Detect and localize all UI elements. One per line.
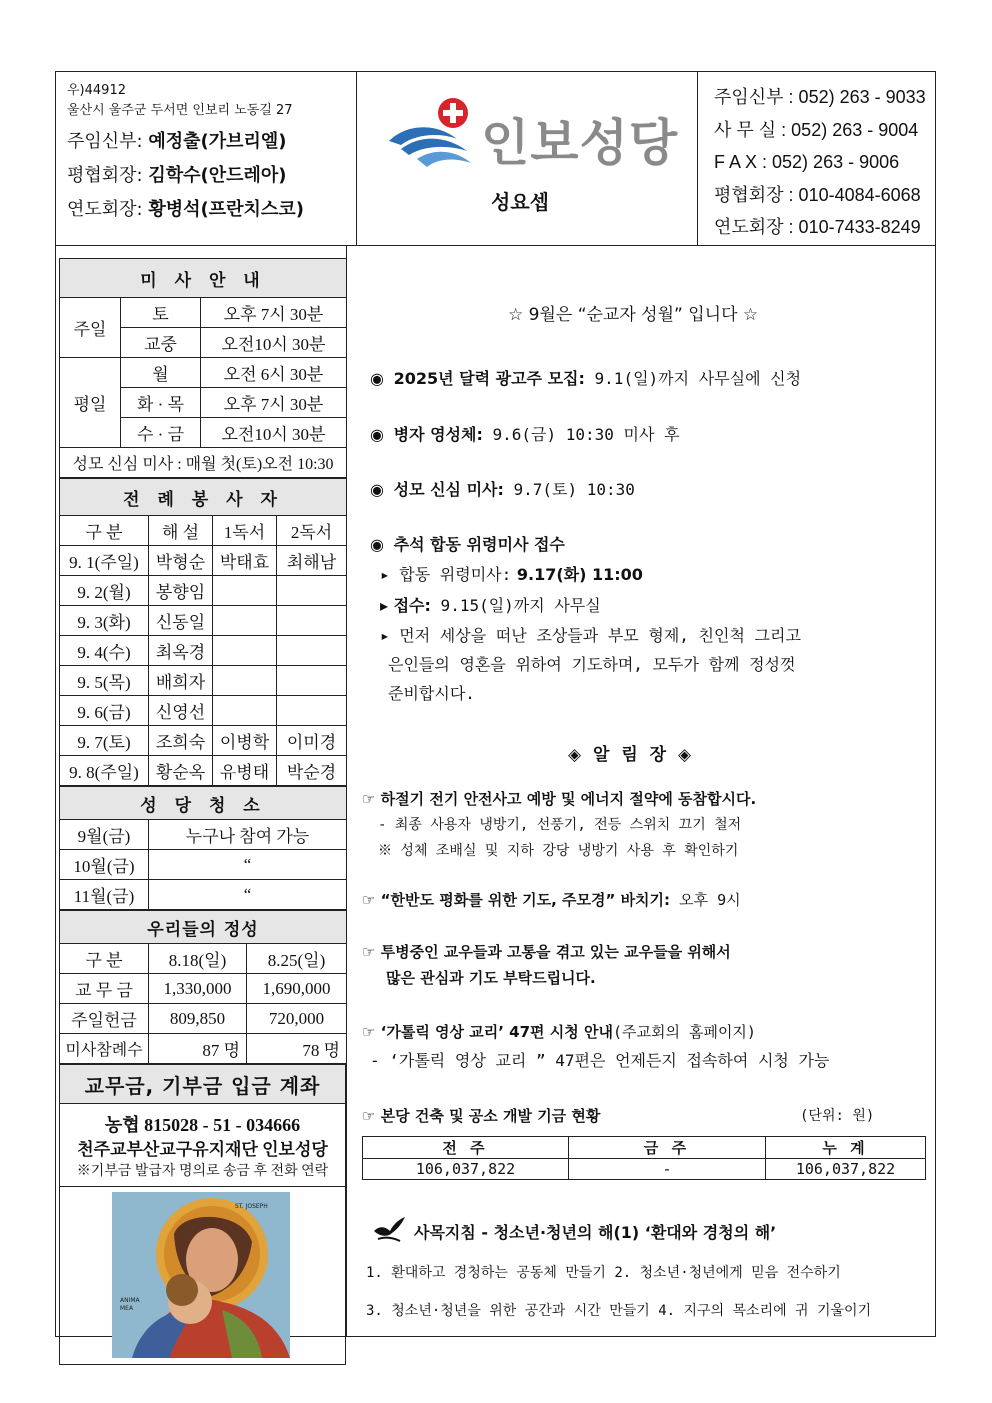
mass-day: 월 [121, 358, 201, 388]
fund-value: 106,037,822 [363, 1159, 569, 1180]
notice-item-text: 9.7(토) 10:30 [503, 480, 635, 499]
mass-day: 수 · 금 [121, 418, 201, 448]
left-column [59, 258, 346, 1365]
pastor-name: 예정출(가브리엘) [148, 131, 287, 152]
sub-item-bold: ▸ 접수: [380, 596, 431, 615]
header [55, 71, 936, 246]
notice-board-title: ◈ 알 림 장 ◈ [568, 745, 695, 765]
notice-n2-bold: ☞ “한반도 평화를 위한 기도, 주모경” 바치기: [362, 891, 671, 909]
notice-n4a: - ‘가톨릭 영상 교리 ” 47편은 언제든지 접속하여 시청 가능 [370, 1051, 830, 1070]
contact-line: 사 무 실 : 052) 263 - 9004 [714, 119, 919, 140]
pastoral-line: 3. 청소년·청년을 위한 공간과 시간 만들기 4. 지구의 목소리에 귀 기울이기 [366, 1303, 872, 1319]
account-box [59, 1104, 346, 1187]
offering-header: 8.18(일) [149, 944, 247, 974]
cleaning-month: 10월(금) [60, 850, 149, 880]
contact-line: 연도회장 : 010-7433-8249 [714, 217, 921, 237]
offering-label: 교 무 금 [60, 974, 149, 1004]
notice-n5-text: ☞ 본당 건축 및 공소 개발 기금 현황 [362, 1107, 601, 1125]
offering-value: 1,690,000 [247, 974, 347, 1004]
contact-line: F A X : 052) 263 - 9006 [714, 152, 900, 172]
liturgy-cell [213, 696, 277, 726]
sunday-label: 주일 [60, 298, 121, 358]
fund-header: 누 계 [766, 1137, 926, 1159]
pastoral-title: 사목지침 - 청소년·청년의 해(1) ‘환대와 경청의 해’ [414, 1223, 777, 1242]
offering-label: 미사참례수 [60, 1034, 149, 1064]
mass-day: 교중 [121, 328, 201, 358]
fund-unit: (단위: 원) [800, 1108, 875, 1124]
liturgy-cell [213, 636, 277, 666]
notice-n2-text: 오후 9시 [670, 891, 741, 909]
liturgy-cell [277, 666, 347, 696]
contact-line: 평협회장 : 010-4084-6068 [714, 184, 921, 205]
notice-item [370, 422, 680, 445]
cleaning-title: 성 당 청 소 [60, 787, 347, 820]
dove-icon [372, 1215, 406, 1245]
notice-n4 [362, 1021, 756, 1042]
liturgy-header: 해 설 [149, 516, 213, 546]
header-logo-area [357, 71, 697, 246]
mass-time: 오후 7시 30분 [201, 298, 347, 328]
notice-n5 [362, 1105, 600, 1126]
offering-value: 809,850 [149, 1004, 247, 1034]
sub-item-line: 준비합시다. [388, 684, 475, 703]
notice-n1 [362, 788, 756, 809]
pastor-label: 주임신부: [67, 131, 143, 152]
church-logo-icon [387, 93, 487, 183]
mass-table [59, 258, 347, 478]
council-name: 김학수(안드레아) [148, 165, 287, 186]
icon-caption-top: ST. JOSEPH [235, 1203, 268, 1210]
header-info [55, 71, 357, 246]
liturgy-date: 9. 7(토) [60, 726, 149, 756]
notice-item-bold: 병자 영성체: [393, 425, 483, 444]
liturgy-cell: 유병태 [213, 756, 277, 786]
notice-n3a-text: ☞ 투병중인 교우들과 고통을 겪고 있는 교우들을 위해서 [362, 943, 731, 961]
notice-item-text: 9.6(금) 10:30 미사 후 [482, 425, 680, 444]
liturgy-cell: 조희숙 [149, 726, 213, 756]
liturgy-cell [277, 696, 347, 726]
mass-day: 화 · 목 [121, 388, 201, 418]
cleaning-note: “ [149, 850, 347, 880]
liturgy-date: 9. 1(주일) [60, 546, 149, 576]
fund-table [362, 1136, 926, 1180]
prayer-label: 연도회장: [67, 199, 143, 220]
notice-item [370, 477, 635, 500]
liturgy-header: 2독서 [277, 516, 347, 546]
sub-item-line: 은인들의 영혼을 위하여 기도하며, 모두가 함께 정성껏 [388, 655, 796, 674]
liturgy-date: 9. 2(월) [60, 576, 149, 606]
notice-item-text: 9.1(일)까지 사무실에 신청 [584, 369, 802, 388]
contact-line: 주임신부 : 052) 263 - 9033 [714, 87, 926, 107]
account-number: 농협 815028 - 51 - 034666 [104, 1115, 301, 1135]
liturgy-cell [213, 666, 277, 696]
council-line [67, 159, 356, 193]
liturgy-cell: 신영선 [149, 696, 213, 726]
notice-bullet: ◉ [370, 480, 384, 499]
liturgy-date: 9. 6(금) [60, 696, 149, 726]
liturgy-cell: 박순경 [277, 756, 347, 786]
liturgy-cell: 신동일 [149, 606, 213, 636]
notice-n1-text: ☞ 하절기 전기 안전사고 예방 및 에너지 절약에 동참합시다. [362, 790, 757, 808]
account-holder: 천주교부산교구유지재단 인보성당 [77, 1140, 328, 1159]
offering-label: 주일헌금 [60, 1004, 149, 1034]
liturgy-date: 9. 5(목) [60, 666, 149, 696]
church-name: 인보성당 [481, 114, 679, 172]
mass-time: 오전10시 30분 [201, 328, 347, 358]
liturgy-header: 1독서 [213, 516, 277, 546]
notice-item [370, 532, 565, 555]
notice-bullet: ◉ [370, 425, 384, 444]
header-contacts [697, 71, 936, 246]
liturgy-cell: 황순옥 [149, 756, 213, 786]
liturgy-cell: 배희자 [149, 666, 213, 696]
mass-title: 미 사 안 내 [60, 259, 347, 298]
liturgy-cell [213, 606, 277, 636]
fund-header: 전 주 [363, 1137, 569, 1159]
sub-item-text: 9.15(일)까지 사무실 [430, 596, 601, 615]
notice-n1b: ※ 성체 조배실 및 지하 강당 냉방기 사용 후 확인하기 [378, 843, 739, 859]
offering-header: 8.25(일) [247, 944, 347, 974]
liturgy-title: 전 례 봉 사 자 [60, 479, 347, 516]
offering-value: 87 명 [149, 1034, 247, 1064]
sub-item [380, 593, 601, 616]
mass-day: 토 [121, 298, 201, 328]
notice-n3a [362, 941, 731, 962]
liturgy-date: 9. 8(주일) [60, 756, 149, 786]
notice-n1a: - 최종 사용자 냉방기, 선풍기, 전등 스위치 끄기 철저 [378, 817, 742, 833]
headline: ☆ 9월은 “순교자 성월” 입니다 ☆ [508, 305, 759, 325]
fund-value: - [569, 1159, 766, 1180]
liturgy-cell: 최해남 [277, 546, 347, 576]
notice-item [370, 366, 801, 389]
account-title: 교무금, 기부금 입금 계좌 [60, 1065, 346, 1104]
liturgy-cell: 이병학 [213, 726, 277, 756]
liturgy-cell [277, 606, 347, 636]
address: 울산시 울주군 두서면 인보리 노동길 27 [67, 103, 293, 118]
offering-value: 78 명 [247, 1034, 347, 1064]
postal-code: 우)44912 [67, 83, 126, 98]
fund-value: 106,037,822 [766, 1159, 926, 1180]
liturgy-cell: 박형순 [149, 546, 213, 576]
liturgy-cell: 박태효 [213, 546, 277, 576]
saint-icon-box [59, 1187, 346, 1365]
sub-item-label: ▸ 합동 위령미사: [380, 565, 512, 584]
sub-item [380, 562, 643, 585]
liturgy-cell [277, 576, 347, 606]
notice-n2 [362, 889, 741, 910]
account-note: ※기부금 발급자 명의로 송금 후 전화 연락 [76, 1164, 329, 1179]
cleaning-note: “ [149, 880, 347, 910]
offering-value: 720,000 [247, 1004, 347, 1034]
pastoral-line: 1. 환대하고 경청하는 공동체 만들기 2. 청소년·청년에게 믿음 전수하기 [366, 1265, 841, 1281]
notice-n4-bold: ☞ ‘가톨릭 영상 교리’ 47편 시청 안내 [362, 1023, 613, 1041]
cleaning-month: 11월(금) [60, 880, 149, 910]
weekday-label: 평일 [60, 358, 121, 448]
mass-time: 오후 7시 30분 [201, 388, 347, 418]
notice-item-bold: 성모 신심 미사: [393, 480, 504, 499]
mass-time: 오전10시 30분 [201, 418, 347, 448]
mass-time: 오전 6시 30분 [201, 358, 347, 388]
liturgy-date: 9. 4(수) [60, 636, 149, 666]
notice-item-bold: 추석 합동 위령미사 접수 [393, 535, 565, 554]
council-label: 평협회장: [67, 165, 143, 186]
notice-n3b [386, 967, 596, 988]
liturgy-cell: 이미경 [277, 726, 347, 756]
offering-title: 우리들의 정성 [60, 911, 347, 944]
liturgy-header: 구 분 [60, 516, 149, 546]
offering-header: 구 분 [60, 944, 149, 974]
prayer-line [67, 193, 356, 227]
liturgy-table [59, 478, 347, 786]
saint-name: 성요셉 [491, 190, 549, 214]
icon-caption-left: ANIMA MEA [120, 1297, 140, 1312]
sub-item-bold: 9.17(화) 11:00 [511, 565, 643, 584]
cleaning-month: 9월(금) [60, 820, 149, 850]
liturgy-date: 9. 3(화) [60, 606, 149, 636]
fund-header: 금 주 [569, 1137, 766, 1159]
liturgy-cell [213, 576, 277, 606]
mass-note: 성모 신심 미사 : 매월 첫(토)오전 10:30 [60, 448, 347, 478]
notice-n4-text: (주교회의 홈페이지) [612, 1023, 756, 1041]
liturgy-cell [277, 636, 347, 666]
offering-table [59, 910, 347, 1064]
saint-joseph-icon [112, 1192, 290, 1358]
liturgy-cell: 최옥경 [149, 636, 213, 666]
offering-value: 1,330,000 [149, 974, 247, 1004]
sub-item-line: ▸ 먼저 세상을 떠난 조상들과 부모 형제, 친인척 그리고 [380, 626, 801, 645]
prayer-name: 황병석(프란치스코) [148, 199, 304, 220]
notice-bullet: ◉ [370, 369, 384, 388]
notice-bullet: ◉ [370, 535, 384, 554]
cleaning-note: 누구나 참여 가능 [149, 820, 347, 850]
account-title-table [59, 1064, 346, 1104]
notice-item-bold: 2025년 달력 광고주 모집: [393, 369, 585, 388]
notice-n3b-text: 많은 관심과 기도 부탁드립니다. [386, 969, 596, 987]
cleaning-table [59, 786, 347, 910]
liturgy-cell: 봉향임 [149, 576, 213, 606]
pastor-line [67, 125, 356, 159]
